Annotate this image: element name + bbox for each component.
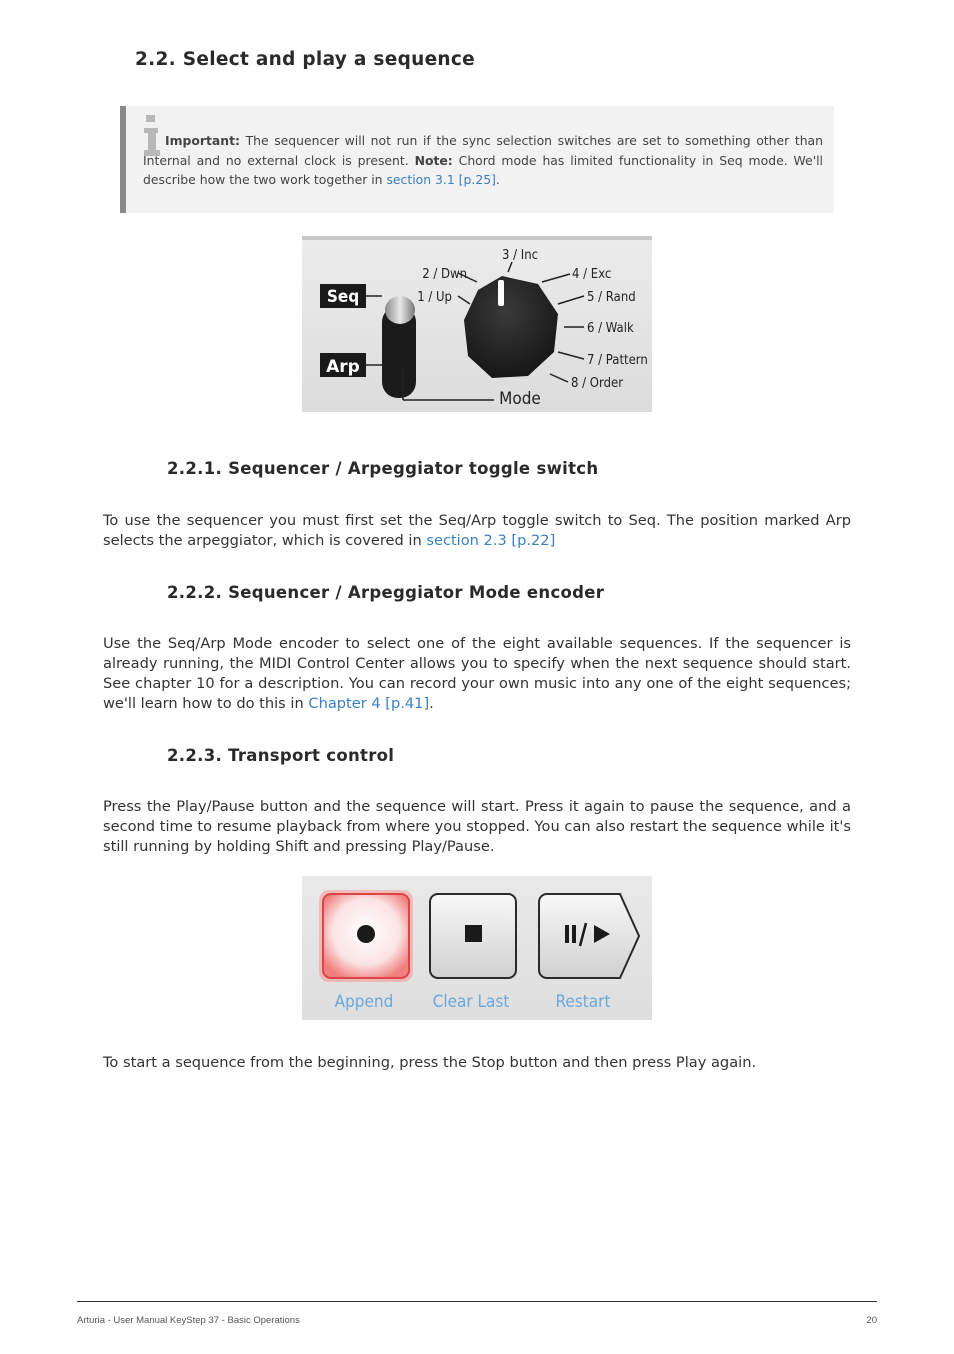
chapter-4-link[interactable]: Chapter 4 [p.41] (308, 695, 430, 712)
section-title: 2.2. Select and play a sequence (135, 49, 476, 70)
mode-position-label: 5 / Rand (587, 290, 636, 305)
subsection-title-transport: 2.2.3. Transport control (167, 746, 395, 765)
important-label: Important: (165, 133, 240, 148)
clear-last-label: Clear Last (432, 992, 510, 1012)
note-text: Important: The sequencer will not run if the sync selection switches are set to something other than Internal and no external clock is present. Note: Chord mode has limited functionality in Seq mode. We'll describe how the two work together in section 3.1 [p.25]. (143, 133, 823, 187)
record-icon (357, 925, 375, 943)
restart-label: Restart (555, 992, 611, 1012)
knob-indicator (498, 280, 504, 306)
mode-position-label: 3 / Inc (502, 248, 539, 263)
subsection-title-mode-encoder: 2.2.2. Sequencer / Arpeggiator Mode encoder (167, 583, 605, 602)
section-3-1-link[interactable]: section 3.1 [p.25] (386, 172, 496, 187)
seq-label: Seq (326, 287, 360, 307)
page-number: 20 (866, 1315, 877, 1326)
transport-buttons-figure (302, 876, 652, 1020)
toggle-paragraph: To use the sequencer you must first set the Seq/Arp toggle switch to Seq. The position marked Arp selects the arpeggiator, which is covered in section 2.3 [p.22] (103, 512, 851, 549)
subsection-title-toggle: 2.2.1. Sequencer / Arpeggiator toggle switch (167, 459, 599, 478)
mode-position-label: 6 / Walk (587, 321, 634, 336)
mode-position-label: 4 / Exc (572, 267, 612, 282)
toggle-lever (385, 296, 415, 324)
arp-label: Arp (326, 357, 360, 377)
section-2-3-link[interactable]: section 2.3 [p.22] (426, 532, 556, 549)
mode-position-label: 1 / Up (417, 290, 452, 305)
important-note-box (120, 106, 834, 213)
mode-position-label: 7 / Pattern (587, 353, 648, 368)
seq-arp-mode-figure (302, 236, 652, 412)
footer-title: Arturia - User Manual KeyStep 37 - Basic Operations (77, 1315, 300, 1326)
append-label: Append (334, 992, 394, 1012)
closing-paragraph: To start a sequence from the beginning, press the Stop button and then press Play again. (103, 1054, 757, 1071)
transport-paragraph: Press the Play/Pause button and the sequence will start. Press it again to pause the sequence, and a second time to resume playback from where you stopped. You can also restart the sequence while it's still running by holding Shift and pressing Play/Pause. (103, 798, 851, 855)
mode-encoder-paragraph: Use the Seq/Arp Mode encoder to select one of the eight available sequences. If the sequencer is already running, the MIDI Control Center allows you to specify when the next sequence should start. See chapter 10 for a description. You can record your own music into any one of the eight sequences; we'll learn how to do this in Chapter 4 [p.41]. (103, 635, 851, 712)
stop-icon (465, 925, 482, 942)
mode-position-label: 8 / Order (571, 376, 624, 391)
note-label: Note: (414, 152, 453, 168)
mode-label: Mode (499, 389, 541, 409)
play-pause-button (539, 894, 639, 978)
footer-divider (77, 1301, 877, 1302)
mode-position-label: 2 / Dwn (422, 267, 467, 282)
